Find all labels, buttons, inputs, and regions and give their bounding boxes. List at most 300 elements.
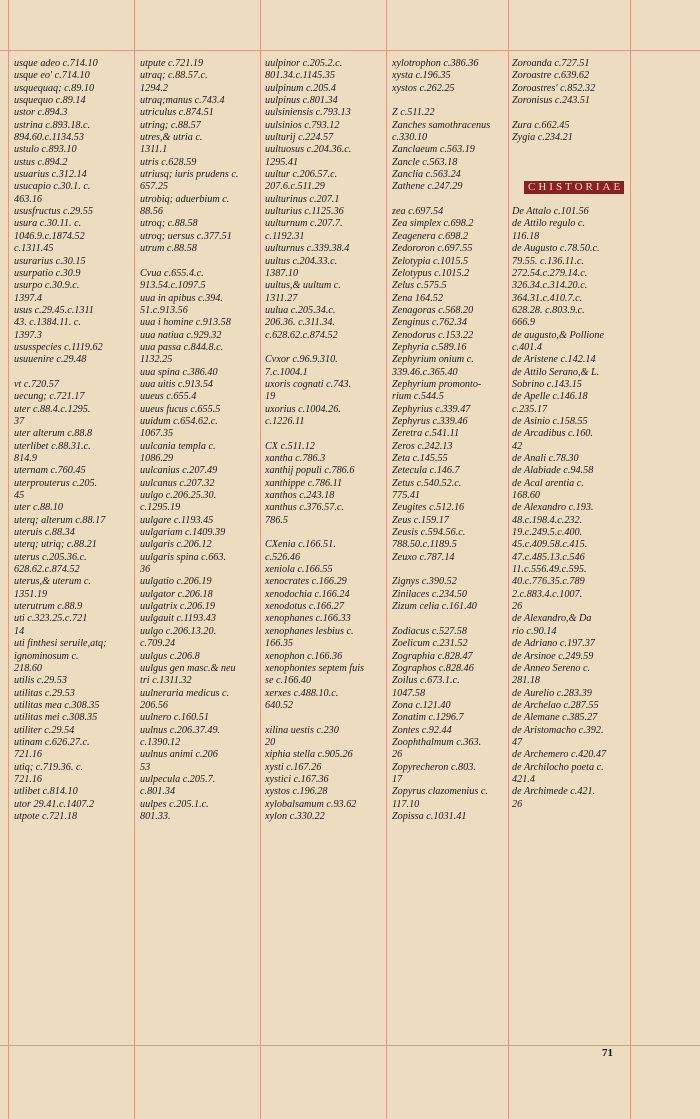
index-entry: 168.60	[512, 490, 541, 502]
index-entry: 43. c.1384.11. c.	[14, 317, 81, 329]
index-entry: uulpinum c.205.4	[265, 82, 337, 94]
index-entry: 786.5	[265, 514, 288, 526]
index-entry: se c.166.40	[265, 675, 312, 687]
index-entry: Zetus c.540.52.c.	[392, 477, 462, 489]
index-entry: xantha c.786.3	[265, 453, 326, 464]
index-entry: xanthij populi c.786.6	[265, 465, 355, 477]
index-entry: 117.10	[392, 798, 420, 810]
index-entry: de Archilocho poeta c.	[512, 761, 604, 773]
index-column-3	[265, 58, 383, 823]
index-entry: ustulo c.893.10	[14, 144, 77, 156]
index-entry: 721.16	[14, 749, 43, 761]
index-entry: 1046.9.c.1874.52	[14, 230, 85, 242]
index-entry: 281.18	[512, 675, 541, 687]
index-entry: 640.52	[265, 699, 294, 711]
index-entry: utriusq; iuris prudens c.	[140, 169, 239, 181]
index-entry: utilis c.29.53	[14, 675, 67, 687]
index-entry: 628.62.c.874.52	[14, 564, 80, 576]
index-entry: 218.60	[14, 662, 43, 674]
index-entry: usquequaq; c.89.10	[14, 82, 95, 94]
index-entry: uuidum c.654.62.c.	[140, 415, 218, 427]
index-entry	[392, 95, 507, 107]
index-entry: 1067.35	[140, 428, 174, 440]
index-entry: 788.50.c.1189.5	[392, 539, 457, 551]
index-entry: uulgo c.206.25.30.	[140, 490, 217, 502]
index-entry	[265, 527, 383, 539]
index-entry: uterutrum c.88.9	[14, 601, 83, 613]
index-entry: de Alexandro,& Da	[512, 613, 592, 625]
index-entry: 20	[265, 736, 276, 748]
index-entry: Zathene c.247.29	[392, 181, 463, 193]
index-entry: uultuosus c.204.36.c.	[265, 144, 352, 156]
index-entry: rio c.90.14	[512, 625, 557, 637]
index-entry: Zoronisus c.243.51	[512, 95, 591, 107]
index-entry	[512, 144, 624, 156]
index-entry: 19	[265, 391, 276, 403]
index-entry: uulgare c.1193.45	[140, 514, 214, 526]
index-entry: Zoroanda c.727.51	[512, 58, 590, 69]
index-entry: usquequo c.89.14	[14, 95, 86, 107]
index-entry: 26	[512, 601, 523, 613]
index-entry: c.1311.45	[14, 243, 54, 255]
index-entry: 40.c.776.35.c.789	[512, 576, 585, 588]
index-entry: uultus c.204.33.c.	[265, 255, 338, 267]
index-entry: usque adeo c.714.10	[14, 58, 98, 69]
index-entry: utraq;manus c.743.4	[140, 95, 225, 107]
index-entry: 45.c.409.58.c.415.	[512, 539, 588, 551]
index-entry: usque eo' c.714.10	[14, 70, 90, 82]
index-entry: Zizum celia c.161.40	[392, 601, 477, 613]
index-entry: 51.c.913.56	[140, 304, 188, 316]
index-entry: uua i homine c.913.58	[140, 317, 231, 329]
index-entry: de Alexandro c.193.	[512, 502, 594, 514]
index-entry: uulgus gen masc.& neu	[140, 662, 236, 674]
index-entry: Zephyrium onium c.	[392, 354, 474, 366]
index-entry: 48.c.198.4.c.232.	[512, 514, 583, 526]
index-entry: uulpes c.205.1.c.	[140, 798, 209, 810]
index-entry: uulgaris c.206.12	[140, 539, 212, 551]
index-entry: uulsiniensis c.793.13	[265, 107, 351, 119]
index-entry: Zanclaeum c.563.19	[392, 144, 475, 156]
index-entry: uulpinus c.801.34	[265, 95, 338, 107]
index-entry: xystos c.262.25	[392, 82, 455, 94]
index-entry: de Adriano c.197.37	[512, 638, 596, 650]
index-entry: Zopissa c.1031.41	[392, 810, 467, 822]
folio-number: 71	[602, 1047, 613, 1059]
index-entry: Zephyrus c.339.46	[392, 415, 468, 427]
index-entry: uulturius c.1125.36	[265, 206, 344, 218]
index-entry: uterus,& uterum c.	[14, 576, 91, 588]
index-entry: xenophanes lesbius c.	[265, 625, 354, 637]
index-entry: de Aristomacho c.392.	[512, 724, 604, 736]
index-entry: de Anneo Sereno c.	[512, 662, 591, 674]
index-entry: c.801.34	[140, 786, 176, 798]
index-entry	[265, 342, 383, 354]
index-entry: uecung; c.721.17	[14, 391, 85, 403]
index-entry: Zancle c.563.18	[392, 156, 458, 168]
index-entry: ustus c.894.2	[14, 156, 68, 168]
index-entry: uulgariam c.1409.39	[140, 527, 226, 539]
index-entry: xysta c.196.35	[392, 70, 451, 82]
index-entry: Zographia c.828.47	[392, 650, 473, 662]
index-entry: Zopyrecheron c.803.	[392, 761, 476, 773]
index-entry: Zeagenera c.698.2	[392, 230, 469, 242]
index-entry: uulgator c.206.18	[140, 588, 213, 600]
index-column-1	[14, 58, 126, 823]
index-entry: utpote c.721.18	[14, 810, 78, 822]
rule-col-4	[508, 0, 509, 1119]
index-entry: de Arsinoe c.249.59	[512, 650, 594, 662]
index-entry: utrum c.88.58	[140, 243, 197, 255]
index-entry: xenophontes septem fuis	[265, 662, 365, 674]
index-entry: utroq; c.88.58	[140, 218, 198, 230]
index-entry: Zoroastres' c.852.32	[512, 82, 596, 94]
index-entry: Zeusis c.594.56.c.	[392, 527, 466, 539]
index-entry	[512, 107, 624, 119]
index-entry: uternam c.760.45	[14, 465, 86, 477]
index-entry	[265, 428, 383, 440]
index-entry: 272.54.c.279.14.c.	[512, 267, 588, 279]
index-entry: de Attilo regulo c.	[512, 218, 585, 230]
index-entry	[265, 712, 383, 724]
index-entry: 47	[512, 736, 523, 748]
index-entry: utiliter c.29.54	[14, 724, 75, 736]
index-entry: 53	[140, 761, 151, 773]
index-entry: Zena 164.52	[392, 292, 443, 304]
index-entry: utris c.628.59	[140, 156, 197, 168]
index-entry: Zignys c.390.52	[392, 576, 457, 588]
index-entry: 894.60.c.1134.53	[14, 132, 84, 144]
index-entry: de Attilo Serano,& L.	[512, 366, 600, 378]
index-entry: 26	[392, 749, 403, 761]
index-entry: 364.31.c.410.7.c.	[512, 292, 583, 304]
index-entry: Zenginus c.762.34	[392, 317, 467, 329]
index-entry: xenophanes c.166.33	[265, 613, 351, 625]
index-entry: Zeretra c.541.11	[392, 428, 460, 440]
index-entry: de Alabiade c.94.58	[512, 465, 594, 477]
index-entry: de Apelle c.146.18	[512, 391, 588, 403]
index-entry: 42	[512, 440, 523, 452]
index-entry: de Archimede c.421.	[512, 786, 596, 798]
index-entry: Zonatim c.1296.7	[392, 712, 464, 724]
index-entry: xiphia stella c.905.26	[265, 749, 353, 761]
index-entry: utroq; uersus c.377.51	[140, 230, 232, 242]
index-entry: uulcanius c.207.49	[140, 465, 218, 477]
index-entry: uti c.323.25.c.721	[14, 613, 88, 625]
index-entry: uua spina c.386.40	[140, 366, 218, 378]
index-entry: uulturnus c.339.38.4	[265, 243, 350, 255]
index-entry: Zanclia c.563.24	[392, 169, 461, 181]
index-entry: xilina uestis c.230	[265, 724, 339, 736]
index-entry: 2.c.883.4.c.1007.	[512, 588, 583, 600]
index-entry: xanthos c.243.18	[265, 490, 335, 502]
index-entry: uxoris cognati c.743.	[265, 378, 352, 390]
index-entry: 666.9	[512, 317, 535, 329]
index-entry: uter c.88.10	[14, 502, 63, 514]
index-entry: ususfructus c.29.55	[14, 206, 93, 218]
index-entry	[392, 194, 507, 206]
rule-bottom	[0, 1045, 700, 1046]
index-entry: rium c.544.5	[392, 391, 444, 403]
index-entry: c.401.4	[512, 341, 542, 353]
rule-col-1	[134, 0, 135, 1119]
index-entry: uulsinios c.793.12	[265, 119, 340, 131]
index-entry: xerxes c.488.10.c.	[265, 687, 339, 699]
index-entry: 79.55. c.136.11.c.	[512, 255, 584, 267]
index-entry: de Acal arentia c.	[512, 477, 584, 489]
rule-col-2	[260, 0, 261, 1119]
index-entry: Zephyria c.589.16	[392, 341, 467, 353]
index-entry: Zoelicum c.231.52	[392, 638, 468, 650]
index-entry: 801.34.c.1145.35	[265, 70, 335, 82]
index-entry: c.1226.11	[265, 415, 305, 427]
index-entry: Zedororon c.697.55	[392, 243, 473, 255]
index-entry: uua uitis c.913.54	[140, 378, 214, 390]
index-entry: 7.c.1004.1	[265, 366, 308, 378]
index-entry: 463.16	[14, 193, 43, 205]
index-entry: Zephyrius c.339.47	[392, 403, 471, 415]
index-entry: 1086.29	[140, 453, 174, 464]
index-entry: de Arcadibus c.160.	[512, 428, 593, 440]
index-entry: uulneraria medicus c.	[140, 687, 230, 699]
index-entry: uterus c.205.36.c.	[14, 551, 87, 563]
index-entry: uua in apibus c.394.	[140, 292, 223, 304]
index-entry: 47.c.485.13.c.546	[512, 551, 585, 563]
index-entry: ususspecies c.1119.62	[14, 341, 103, 353]
index-entry: Zopyrus clazomenius c.	[392, 786, 488, 798]
index-entry: xysti c.167.26	[265, 761, 322, 773]
index-entry: 26	[512, 798, 523, 810]
index-entry: uulturij c.224.57	[265, 132, 334, 144]
index-entry: c.709.24	[140, 638, 176, 650]
index-entry: 1397.4	[14, 292, 43, 304]
index-entry: Zanches samothracenus	[392, 119, 491, 131]
index-entry: xenodochia c.166.24	[265, 588, 350, 600]
heading-text: CHISTORIAE	[524, 181, 624, 193]
index-entry: 721.16	[14, 773, 43, 785]
index-entry: xanthus c.376.57.c.	[265, 502, 344, 514]
index-entry: Zinilaces c.234.50	[392, 588, 467, 600]
index-entry: uterprouterus c.205.	[14, 477, 98, 489]
index-entry: Zontes c.92.44	[392, 724, 452, 736]
index-entry: uulturinus c.207.1	[265, 193, 340, 205]
index-entry: c.1390.12	[140, 736, 181, 748]
index-entry: Zephyrium promonto-	[392, 378, 482, 390]
index-entry: 1132.25	[140, 354, 173, 366]
index-entry: 88.56	[140, 206, 163, 218]
section-heading	[512, 181, 624, 193]
index-entry: uxorius c.1004.26.	[265, 403, 341, 415]
index-entry: 814.9	[14, 453, 37, 464]
index-entry: uterq; utriq; c.88.21	[14, 539, 97, 551]
index-entry: 166.35	[265, 638, 294, 650]
index-entry: de augusto,& Pollione	[512, 329, 604, 341]
index-entry: 37	[14, 415, 25, 427]
index-entry: utriculus c.874.51	[140, 107, 214, 119]
index-entry: uterlibet c.88.31.c.	[14, 440, 91, 452]
index-entry: uulgatio c.206.19	[140, 576, 212, 588]
index-entry: uulgauit c.1193.43	[140, 613, 216, 625]
index-entry: 1295.41	[265, 156, 299, 168]
index-entry: utilitas mei c.308.35	[14, 712, 98, 724]
index-entry: utilitas mea c.308.35	[14, 699, 100, 711]
index-entry	[512, 157, 624, 169]
index-entry: uultur c.206.57.c.	[265, 169, 338, 181]
index-entry: de Augusto c.78.50.c.	[512, 243, 600, 255]
index-entry: Zea simplex c.698.2	[392, 218, 474, 230]
rule-left	[8, 0, 9, 1119]
index-entry: utlibet c.814.10	[14, 786, 78, 798]
index-entry: uulua c.205.34.c.	[265, 304, 336, 316]
index-entry: Zoroastre c.639.62	[512, 70, 590, 82]
index-entry: 206.36. c.311.34.	[265, 317, 335, 329]
index-entry: uteruis c.88.34	[14, 527, 75, 539]
index-entry: 206.56	[140, 699, 169, 711]
index-entry: 17	[392, 773, 403, 785]
index-entry: ustrina c.893.18.c.	[14, 119, 91, 131]
index-entry	[140, 256, 258, 268]
index-entry: xenodotus c.166.27	[265, 601, 344, 613]
index-entry: c.526.46	[265, 551, 301, 563]
index-entry: 45	[14, 490, 25, 502]
index-entry: 116.18	[512, 230, 540, 242]
index-column-4	[392, 58, 507, 823]
index-entry: xylobalsamum c.93.62	[265, 798, 357, 810]
index-entry: xenocrates c.166.29	[265, 576, 347, 588]
index-entry: usuuenire c.29.48	[14, 354, 87, 366]
index-entry: Zetecula c.146.7	[392, 465, 460, 477]
index-entry: CXenia c.166.51.	[265, 539, 336, 551]
index-entry	[392, 564, 507, 576]
index-entry: uulpinor c.205.2.c.	[265, 58, 343, 69]
index-entry: xeniola c.166.55	[265, 564, 333, 576]
index-entry: c.628.62.c.874.52	[265, 329, 338, 341]
index-entry: Zenodorus c.153.22	[392, 329, 474, 341]
index-entry: Zona c.121.40	[392, 699, 451, 711]
index-entry: de Aurelio c.283.39	[512, 687, 592, 699]
index-entry: 1397.3	[14, 329, 43, 341]
index-entry: utor 29.41.c.1407.2	[14, 798, 95, 810]
index-entry: de Anali c.78.30	[512, 453, 579, 464]
index-entry: Zographos c.828.46	[392, 662, 474, 674]
index-entry: 1294.2	[140, 82, 169, 94]
index-entry: 339.46.c.365.40	[392, 366, 458, 378]
index-entry: uueus fucus c.655.5	[140, 403, 221, 415]
index-entry: 801.33.	[140, 810, 171, 822]
index-entry: Zodiacus c.527.58	[392, 625, 467, 637]
index-entry: utraq; c.88.57.c.	[140, 70, 208, 82]
index-entry: Zelotypia c.1015.5	[392, 255, 469, 267]
index-entry: Cvxor c.96.9.310.	[265, 354, 338, 366]
index-entry: Zoilus c.673.1.c.	[392, 675, 460, 687]
index-entry: 775.41	[392, 490, 421, 502]
index-entry: de Asinio c.158.55	[512, 415, 588, 427]
index-entry: uulgaris spina c.663.	[140, 551, 227, 563]
index-entry: 913.54.c.1097.5	[140, 280, 206, 292]
index-entry: 1311.27	[265, 292, 298, 304]
index-column-5	[512, 58, 624, 811]
index-entry: uulnus animi c.206	[140, 749, 218, 761]
index-entry: usurarius c.30.15	[14, 255, 86, 267]
index-entry: c.235.17	[512, 403, 548, 415]
index-entry: ignominosum c.	[14, 650, 79, 662]
index-entry: Zeus c.159.17	[392, 514, 449, 526]
index-entry: Zoophthalmum c.363.	[392, 736, 482, 748]
index-entry: de Aristene c.142.14	[512, 354, 596, 366]
index-entry: uulcania templa c.	[140, 440, 216, 452]
index-entry: Zygia c.234.21	[512, 132, 573, 144]
index-entry: xystos c.196.28	[265, 786, 328, 798]
index-entry: uulnero c.160.51	[140, 712, 209, 724]
index-entry: tri c.1311.32	[140, 675, 192, 687]
index-entry: uulturnum c.207.7.	[265, 218, 343, 230]
index-entry: 11.c.556.49.c.595.	[512, 564, 587, 576]
index-entry: uter c.88.4.c.1295.	[14, 403, 91, 415]
index-entry: de Archemero c.420.47	[512, 749, 607, 761]
index-column-2	[140, 58, 258, 823]
index-entry: Zenagoras c.568.20	[392, 304, 474, 316]
index-entry: De Attalo c.101.56	[512, 206, 589, 218]
index-entry: utinam c.626.27.c.	[14, 736, 90, 748]
index-entry: usus c.29.45.c.1311	[14, 304, 94, 316]
rule-right	[630, 0, 631, 1119]
index-entry: xenophon c.166.36	[265, 650, 343, 662]
index-entry: xystici c.167.36	[265, 773, 329, 785]
index-entry: c.1295.19	[140, 502, 181, 514]
index-entry: Zeros c.242.13	[392, 440, 453, 452]
index-entry: uulpecula c.205.7.	[140, 773, 216, 785]
index-entry	[512, 169, 624, 181]
index-entry: usurpatio c.30.9	[14, 267, 81, 279]
index-entry: zea c.697.54	[392, 206, 444, 218]
index-entry: xylotrophon c.386.36	[392, 58, 479, 69]
index-entry: de Archelao c.287.55	[512, 699, 599, 711]
index-entry: 1387.10	[265, 267, 299, 279]
index-entry: 1311.1	[140, 144, 168, 156]
index-entry: 628.28. c.803.9.c.	[512, 304, 585, 316]
index-entry: uua natiua c.929.32	[140, 329, 222, 341]
rule-top	[0, 50, 700, 51]
index-entry: vt c.720.57	[14, 378, 59, 390]
index-entry: uti finthesi seruile,atq;	[14, 638, 107, 650]
index-entry: uua passa c.844.8.c.	[140, 341, 224, 353]
index-entry: utilitas c.29.53	[14, 687, 75, 699]
index-entry: 207.6.c.511.29	[265, 181, 325, 193]
index-entry: Cvua c.655.4.c.	[140, 267, 204, 279]
index-entry: uulcanus c.207.32	[140, 477, 215, 489]
index-entry: usucapio c.30.1. c.	[14, 181, 91, 193]
index-entry: utpute c.721.19	[140, 58, 204, 69]
index-entry: 657.25	[140, 181, 169, 193]
rule-col-3	[386, 0, 387, 1119]
index-entry: uueus c.655.4	[140, 391, 197, 403]
index-entry: ustor c.894.3	[14, 107, 68, 119]
index-entry: xylon c.330.22	[265, 810, 325, 822]
index-entry: uulnus c.206.37.49.	[140, 724, 221, 736]
index-entry: uter alterum c.88.8	[14, 428, 93, 440]
index-entry: Zelus c.575.5	[392, 280, 447, 292]
index-entry: Zelotypus c.1015.2	[392, 267, 470, 279]
index-entry: Zeta c.145.55	[392, 453, 448, 464]
index-entry: Z c.511.22	[392, 107, 435, 119]
index-entry: uulgatrix c.206.19	[140, 601, 215, 613]
index-entry: usura c.30.11. c.	[14, 218, 82, 230]
index-entry: 326.34.c.314.20.c.	[512, 280, 588, 292]
index-entry: Sobrino c.143.15	[512, 378, 582, 390]
index-entry: utring; c.88.57	[140, 119, 201, 131]
index-entry: uulgus c.206.8	[140, 650, 200, 662]
index-entry: uulgo c.206.13.20.	[140, 625, 217, 637]
